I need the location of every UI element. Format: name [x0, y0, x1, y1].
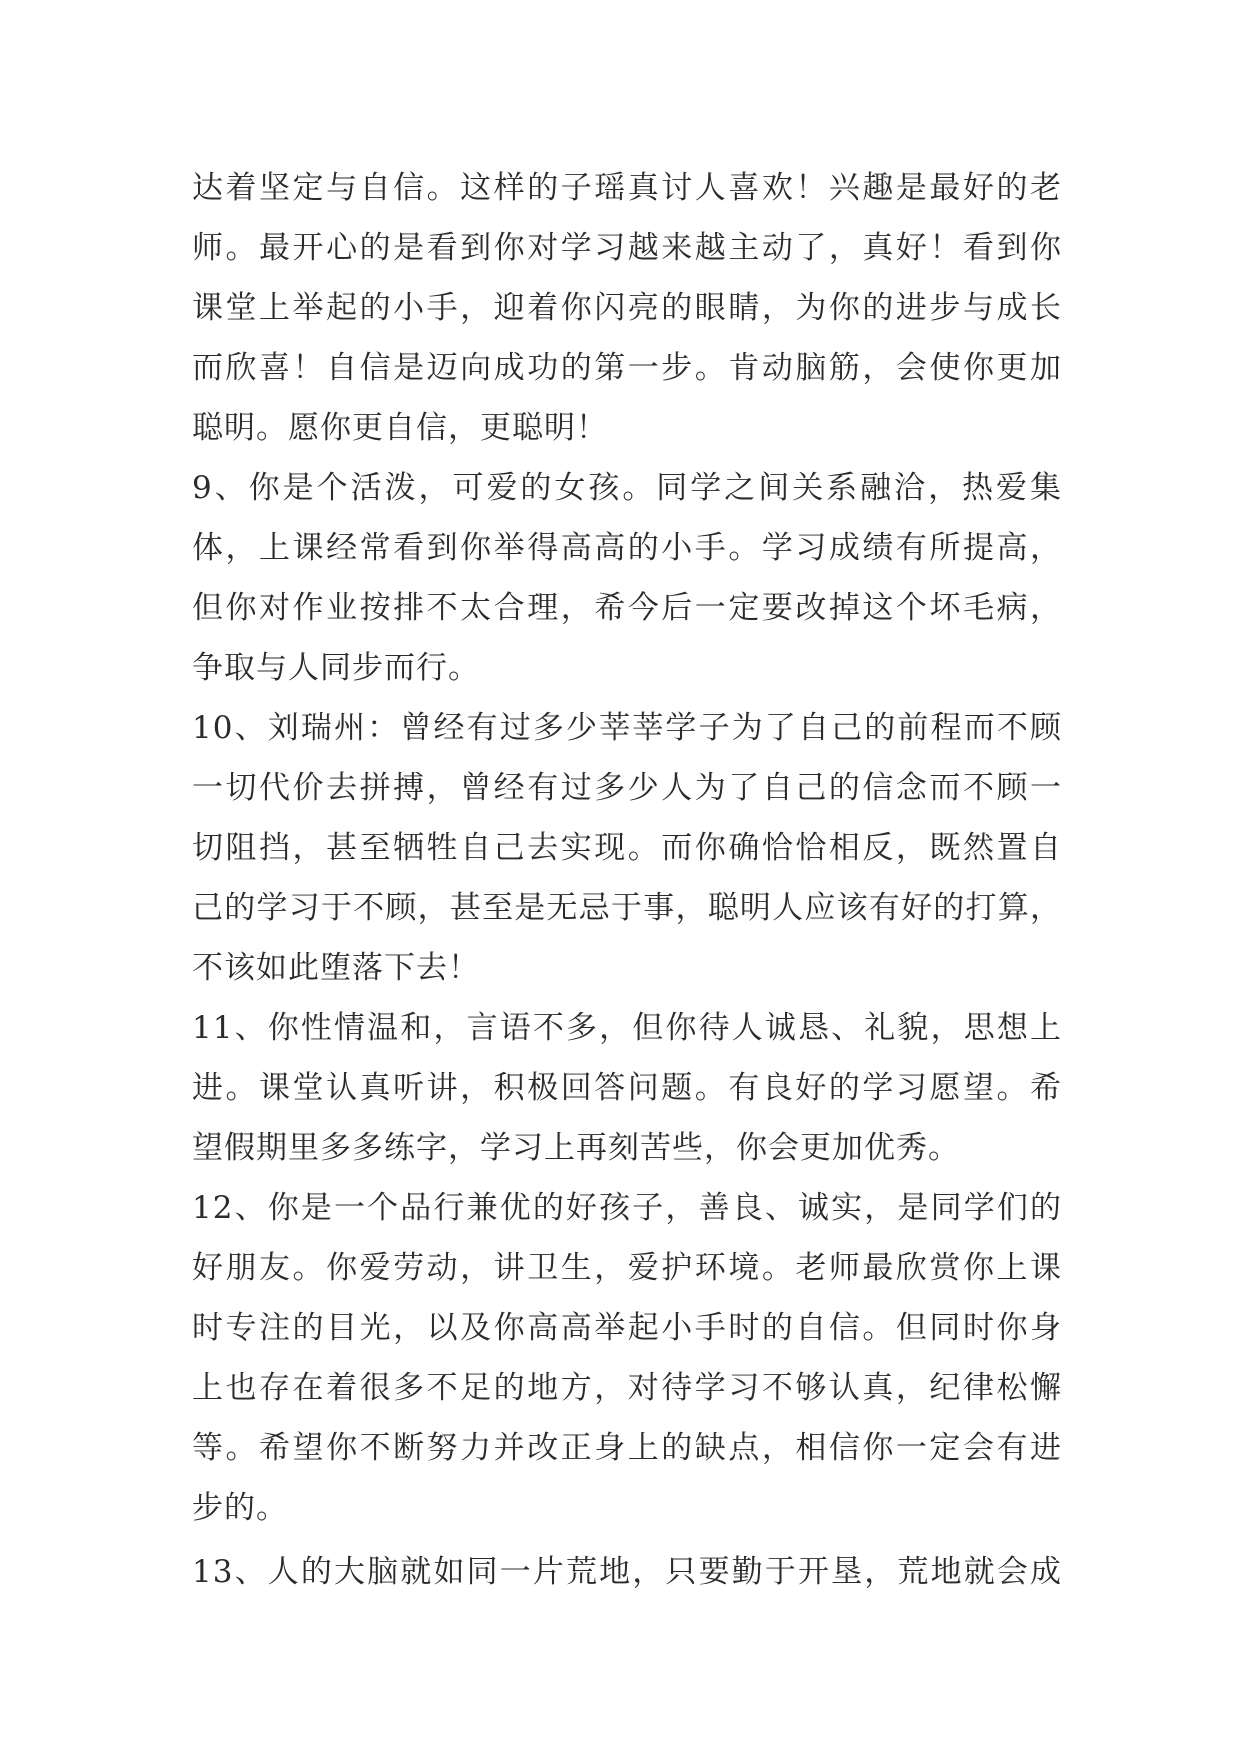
- text-line: 步的。: [192, 1490, 288, 1526]
- text-line: 师。最开心的是看到你对学习越来越主动了，真好！看到你: [192, 230, 1062, 266]
- document-body: [192, 158, 1062, 1602]
- text-line: 进。课堂认真听讲，积极回答问题。有良好的学习愿望。希: [192, 1070, 1062, 1106]
- text-line: 课堂上举起的小手，迎着你闪亮的眼睛，为你的进步与成长: [192, 290, 1062, 326]
- text-line: 己的学习于不顾，甚至是无忌于事，聪明人应该有好的打算，: [192, 890, 1062, 926]
- text-line: 等。希望你不断努力并改正身上的缺点，相信你一定会有进: [192, 1430, 1062, 1466]
- text-line: 9、你是个活泼，可爱的女孩。同学之间关系融洽，热爱集: [192, 470, 1062, 506]
- text-line: 聪明。愿你更自信，更聪明！: [192, 410, 608, 446]
- text-line: 不该如此堕落下去！: [192, 950, 480, 986]
- text-line: 争取与人同步而行。: [192, 650, 480, 686]
- text-line: 但你对作业按排不太合理，希今后一定要改掉这个坏毛病，: [192, 590, 1062, 626]
- text-line: 切阻挡，甚至牺牲自己去实现。而你确恰恰相反，既然置自: [192, 830, 1062, 866]
- text-line: 11、你性情温和，言语不多，但你待人诚恳、礼貌，思想上: [192, 1010, 1062, 1046]
- text-line: 望假期里多多练字，学习上再刻苦些，你会更加优秀。: [192, 1130, 960, 1166]
- text-line: 12、你是一个品行兼优的好孩子，善良、诚实，是同学们的: [192, 1190, 1062, 1226]
- text-line: 上也存在着很多不足的地方，对待学习不够认真，纪律松懈: [192, 1370, 1062, 1406]
- text-line: 达着坚定与自信。这样的子瑶真讨人喜欢！兴趣是最好的老: [192, 170, 1062, 206]
- text-line: 体，上课经常看到你举得高高的小手。学习成绩有所提高，: [192, 530, 1062, 566]
- text-line: 10、刘瑞州：曾经有过多少莘莘学子为了自己的前程而不顾: [192, 710, 1062, 746]
- text-line: 一切代价去拼搏，曾经有过多少人为了自己的信念而不顾一: [192, 770, 1062, 806]
- text-line: 好朋友。你爱劳动，讲卫生，爱护环境。老师最欣赏你上课: [192, 1250, 1062, 1286]
- text-line: 时专注的目光，以及你高高举起小手时的自信。但同时你身: [192, 1310, 1062, 1346]
- text-line: 13、人的大脑就如同一片荒地，只要勤于开垦，荒地就会成: [192, 1554, 1062, 1590]
- text-line: 而欣喜！自信是迈向成功的第一步。肯动脑筋，会使你更加: [192, 350, 1062, 386]
